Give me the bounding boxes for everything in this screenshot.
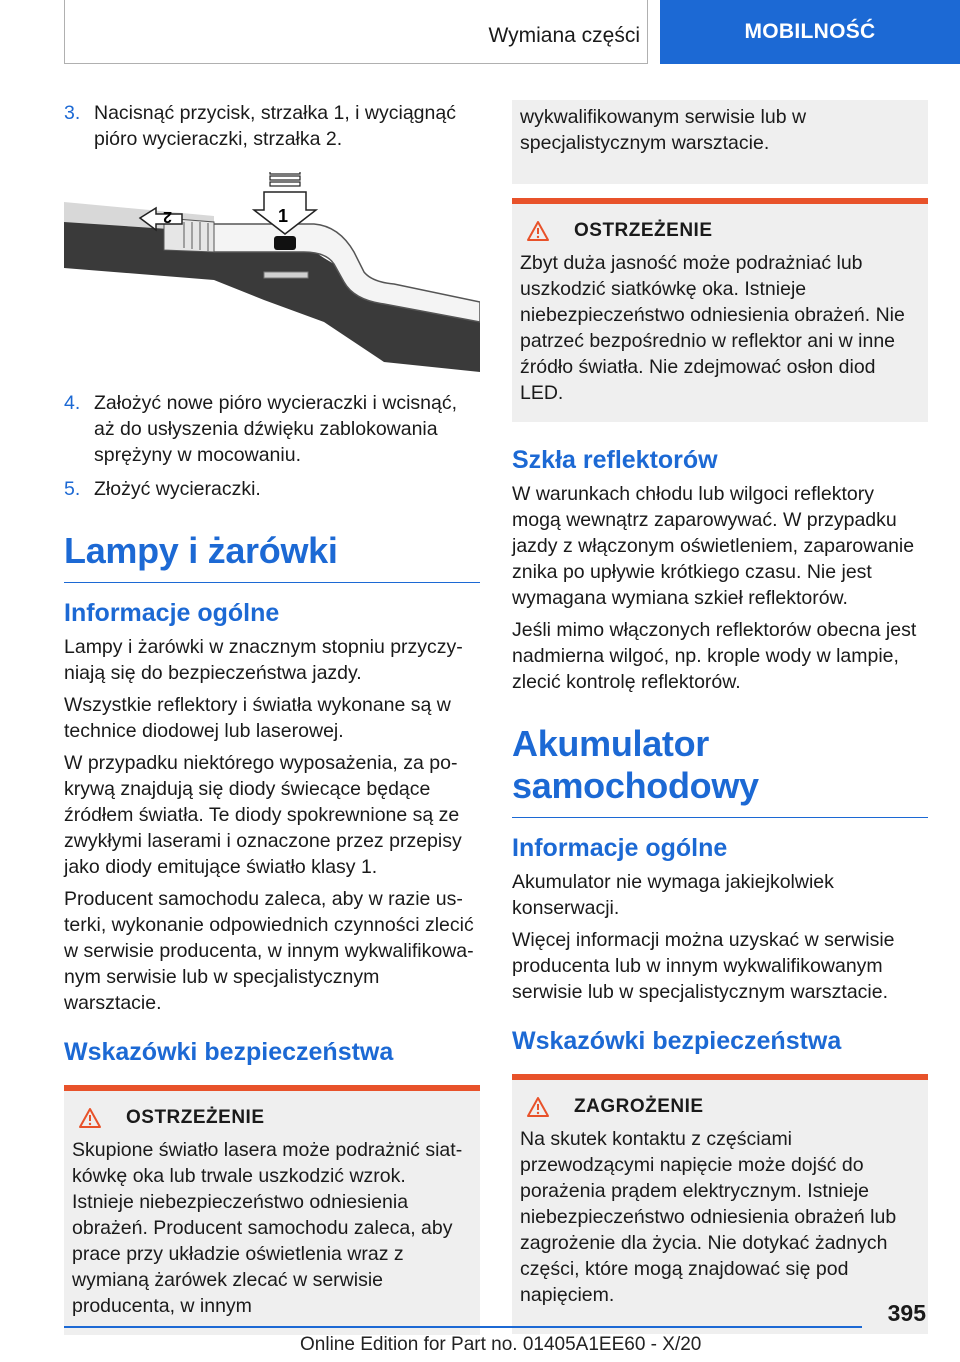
- warning-label: OSTRZEŻENIE: [574, 220, 713, 241]
- warning-title: [72, 1107, 472, 1129]
- danger-title: [520, 1096, 920, 1118]
- continued-box: [512, 100, 928, 184]
- paragraph: Więcej informacji można uzyskać w serwisie producenta lub w innym wykwalifikowanym serwisie lub w specjalistycznym warsztacie.: [512, 929, 895, 1003]
- danger-text: Na skutek kontaktu z częściami przewodzącymi napięcie może dojść do porażenia prądem elektrycznym. Istnieje niebezpieczeństwo odniesienia obrażeń lub zagrożenie dla życia. Nie dotykać żadnych części, które mogą znajdować się pod napięciem.: [520, 1128, 897, 1306]
- heading-battery: Akumulator samochodowy: [512, 723, 928, 818]
- step-number: 3.: [64, 102, 81, 124]
- paragraph: W przypadku niektórego wyposażenia, za pokrywą znajdują się diody świecące będące źródłem światła. Te diody spokrewnione są ze zwykłymi laserami i oznaczone przez przepisy jako diody emitujące światło klasy 1.: [64, 752, 462, 878]
- page-number: 395: [887, 1300, 926, 1326]
- step-text: Założyć nowe pióro wycieraczki i wcisnąć, aż do usłyszenia dźwięku zablokowania sprężyny w mocowaniu.: [94, 392, 458, 466]
- warning-text: Skupione światło lasera może podrażnić siatkówkę oka lub trwale uszkodzić wzrok. Istnieje niebezpieczeństwo odniesienia obrażeń. Producent samochodu zaleca, aby prace przy układzie oświetlenia wraz z wymianą żarówek zlecać w serwisie producenta, w innym: [72, 1139, 463, 1317]
- wiper-arm-drawing: [64, 172, 480, 372]
- heading-general-info: Informacje ogólne: [512, 834, 728, 862]
- wiper-illustration: [64, 172, 480, 372]
- arrow-label-1: 1: [278, 206, 289, 226]
- right-column: [512, 100, 928, 1334]
- arrow-label-2: 2: [163, 208, 172, 225]
- paragraph: Lampy i żarówki w znacznym stopniu przyczyniają się do bezpieczeństwa jazdy.: [64, 636, 463, 684]
- heading-lamps: Lampy i żarówki: [64, 530, 480, 583]
- step-number: 4.: [64, 392, 81, 414]
- step-text: Nacisnąć przycisk, strzałka 1, i wyciągnąć pióro wycieraczki, strzałka 2.: [94, 102, 456, 150]
- section-title: Wymiana części: [488, 24, 640, 47]
- warning-box: [512, 198, 928, 422]
- step-3: [64, 100, 480, 152]
- warning-box: [64, 1085, 480, 1335]
- warning-triangle-icon: [526, 1096, 550, 1118]
- left-column: [64, 100, 480, 1335]
- warning-label: OSTRZEŻENIE: [126, 1107, 265, 1128]
- heading-reflector-glass: Szkła reflektorów: [512, 446, 718, 474]
- danger-label: ZAGROŻENIE: [574, 1096, 704, 1117]
- warning-text: Zbyt duża jasność może podrażniać lub uszkodzić siatkówkę oka. Istnieje niebezpieczeństwo odniesienia obrażeń. Nie patrzeć bezpośrednio w reflektor ani w inne źródło światła. Nie zdejmować osłon diod LED.: [520, 252, 905, 404]
- continued-text: wykwalifikowanym serwisie lub w specjalistycznym warsztacie.: [520, 106, 807, 154]
- heading-general-info: Informacje ogólne: [64, 599, 280, 627]
- step-5: [64, 476, 480, 502]
- danger-box: [512, 1074, 928, 1334]
- footer-divider: [64, 1326, 862, 1328]
- step-4: [64, 390, 480, 468]
- warning-triangle-icon: [526, 220, 550, 242]
- heading-safety: Wskazówki bezpieczeństwa: [512, 1027, 842, 1055]
- paragraph: Producent samochodu zaleca, aby w razie usterki, wykonanie odpowiednich czynności zlecić w serwisie producenta, w innym wykwalifikowanym serwisie lub w specjalistycznym warsztacie.: [64, 888, 474, 1014]
- chapter-tab[interactable]: MOBILNOŚĆ: [660, 0, 960, 64]
- paragraph: Akumulator nie wymaga jakiejkolwiek konserwacji.: [512, 871, 834, 919]
- paragraph: W warunkach chłodu lub wilgoci reflektory mogą wewnątrz zaparowywać. W przypadku jazdy z włączonym oświetleniem, zaparowanie znika po upływie krótkiego czasu. Nie jest wymagana wymiana szkieł reflektorów.: [512, 483, 915, 609]
- step-text: Złożyć wycieraczki.: [94, 478, 261, 500]
- heading-safety: Wskazówki bezpieczeństwa: [64, 1038, 394, 1066]
- edition-note: Online Edition for Part no. 01405A1EE60 - X/20: [300, 1334, 702, 1355]
- paragraph: Wszystkie reflektory i światła wykonane są w technice diodowej lub laserowej.: [64, 694, 451, 742]
- warning-triangle-icon: [78, 1107, 102, 1129]
- step-number: 5.: [64, 478, 81, 500]
- paragraph: Jeśli mimo włączonych reflektorów obecna jest nadmierna wilgoć, np. krople wody w lampie, zlecić kontrolę reflektorów.: [512, 619, 917, 693]
- warning-title: [520, 220, 920, 242]
